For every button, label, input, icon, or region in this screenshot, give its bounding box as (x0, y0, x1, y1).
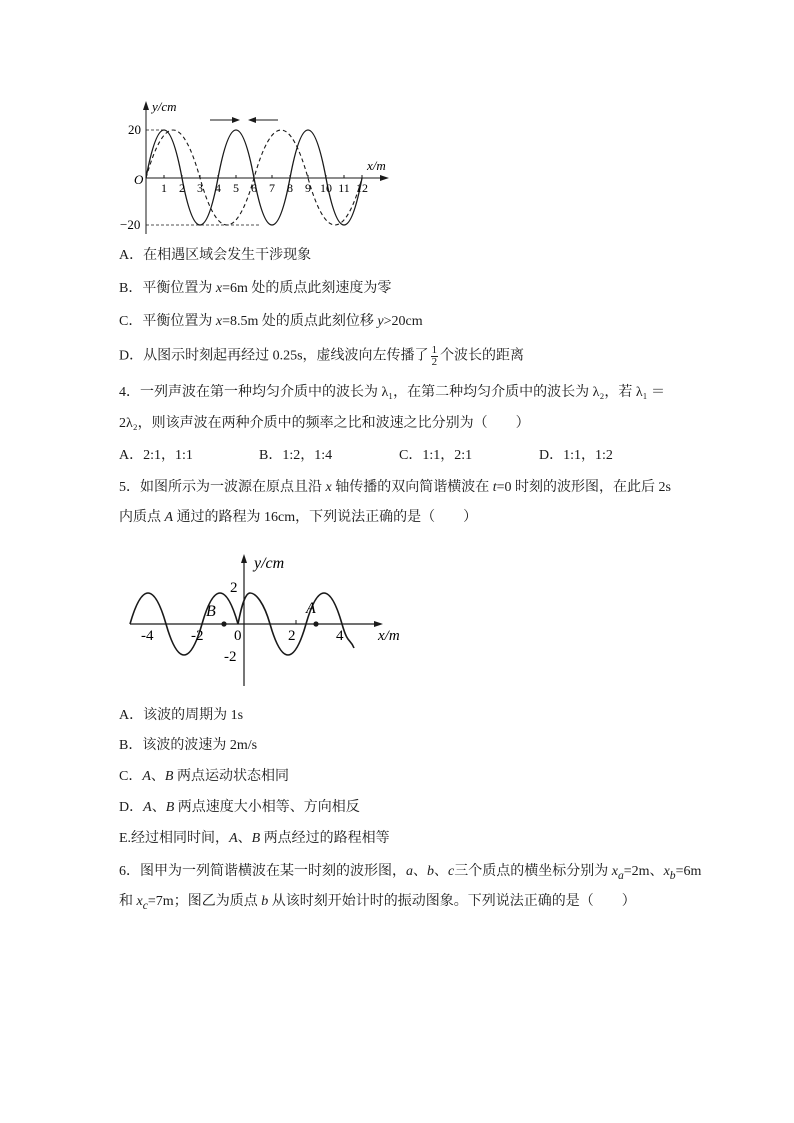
figure-1-y-arrow-icon (143, 101, 149, 110)
figure-2-x-tick-neg2: -2 (191, 628, 204, 644)
figure-2-y-tick-top: 2 (230, 580, 238, 596)
q3-option-c: C．平衡位置为 x=8.5m 处的质点此刻位移 y>20cm (119, 314, 423, 329)
figure-1-x-tick-label: 1 (161, 181, 167, 195)
figure-1-x-tick-label: 10 (320, 181, 332, 195)
q5-option-b: B．该波的波速为 2m/s (119, 738, 258, 753)
figure-2-x-tick-2: 2 (288, 628, 296, 644)
figure-1-x-tick-label: 8 (287, 181, 293, 195)
figure-2-x-tick-neg4: -4 (141, 628, 154, 644)
q5-option-a: A．该波的周期为 1s (119, 708, 244, 723)
figure-1-x-arrow-icon (380, 175, 389, 181)
figure-2-x-tick-4: 4 (336, 628, 344, 644)
q4-stem-line-1: 4．一列声波在第一种均匀介质中的波长为 λ₁，在第二种均匀介质中的波长为 λ₂，若 λ₁ ＝ (119, 385, 666, 400)
figure-2-x-arrow-icon (374, 621, 383, 627)
figure-1-y-label: y/cm (152, 99, 177, 114)
figure-1-left-arrow-head-icon (248, 117, 256, 123)
q4-option-b: B．1:2，1:4 (259, 448, 333, 463)
figure-1-x-tick-label: 4 (215, 181, 221, 195)
figure-2-y-label: y/cm (254, 555, 285, 572)
q6-stem-line-1: 6．图甲为一列简谐横波在某一时刻的波形图，a、b、c三个质点的横坐标分别为 $x_a=2m$、$x_b=6m$ (119, 864, 702, 882)
figure-1-y-tick-top: 20 (128, 122, 141, 137)
figure-2-y-tick-bottom: -2 (224, 649, 237, 665)
figure-2-point-b (221, 621, 226, 626)
q4-option-a: A．2:1，1:1 (119, 448, 193, 463)
figure-2-wave-diagram (126, 548, 416, 690)
q5-option-e: E.经过相同时间，A、B 两点经过的路程相等 (119, 831, 390, 846)
q5-stem-line-1: 5．如图所示为一波源在原点且沿 x 轴传播的双向简谐横波在 t=0 时刻的波形图，在此后 2s (119, 480, 671, 495)
figure-2-point-b-label: B (206, 603, 216, 620)
figure-1-x-label: x/m (367, 158, 386, 173)
q4-options (119, 446, 679, 466)
figure-2-point-a (313, 621, 318, 626)
q4-option-c: C．1:1，2:1 (399, 448, 473, 463)
figure-1-x-tick-label: 5 (233, 181, 239, 195)
q5-stem-line-2: 内质点 A 通过的路程为 16cm，下列说法正确的是（ ） (119, 510, 478, 525)
q5-option-d: D．A、B 两点速度大小相等、方向相反 (119, 800, 360, 815)
q4-stem-line-2: 2λ₂，则该声波在两种介质中的频率之比和波速之比分别为（ ） (119, 416, 530, 431)
figure-2-x-tick-0: 0 (234, 628, 242, 644)
figure-1-x-tick-label: 7 (269, 181, 275, 195)
figure-1-origin-label: O (134, 172, 144, 187)
figure-1-x-tick-label: 9 (305, 181, 311, 195)
q3-option-a: A．在相遇区域会发生干涉现象 (119, 248, 312, 263)
figure-1-x-tick-label: 11 (338, 181, 350, 195)
figure-1-x-tick-label: 3 (197, 181, 203, 195)
figure-1-x-tick-label: 12 (356, 181, 368, 195)
figure-1-right-arrow-head-icon (232, 117, 240, 123)
figure-1-wave-diagram (120, 96, 404, 238)
figure-2-point-a-label: A (306, 600, 316, 617)
figure-1-x-tick-label: 6 (251, 181, 257, 195)
q3-option-b: B．平衡位置为 x=6m 处的质点此刻速度为零 (119, 281, 392, 296)
q5-option-c: C．A、B 两点运动状态相同 (119, 769, 289, 784)
q6-stem-line-2: 和 $x_c=7m$；图乙为质点 b 从该时刻开始计时的振动图象。下列说法正确的是（ ） (119, 894, 636, 912)
q4-option-d: D．1:1，1:2 (539, 448, 613, 463)
figure-1-x-tick-label: 2 (179, 181, 185, 195)
figure-2-y-arrow-icon (241, 554, 247, 563)
one-half-fraction: $\frac{1}{2}$ (431, 344, 438, 368)
figure-1-y-tick-bottom: −20 (120, 217, 141, 232)
figure-2-x-label: x/m (378, 628, 400, 644)
q3-option-d: D．从图示时刻起再经过 0.25s，虚线波向左传播了 $\frac{1}{2}$ 个波长的距离 (119, 344, 525, 368)
